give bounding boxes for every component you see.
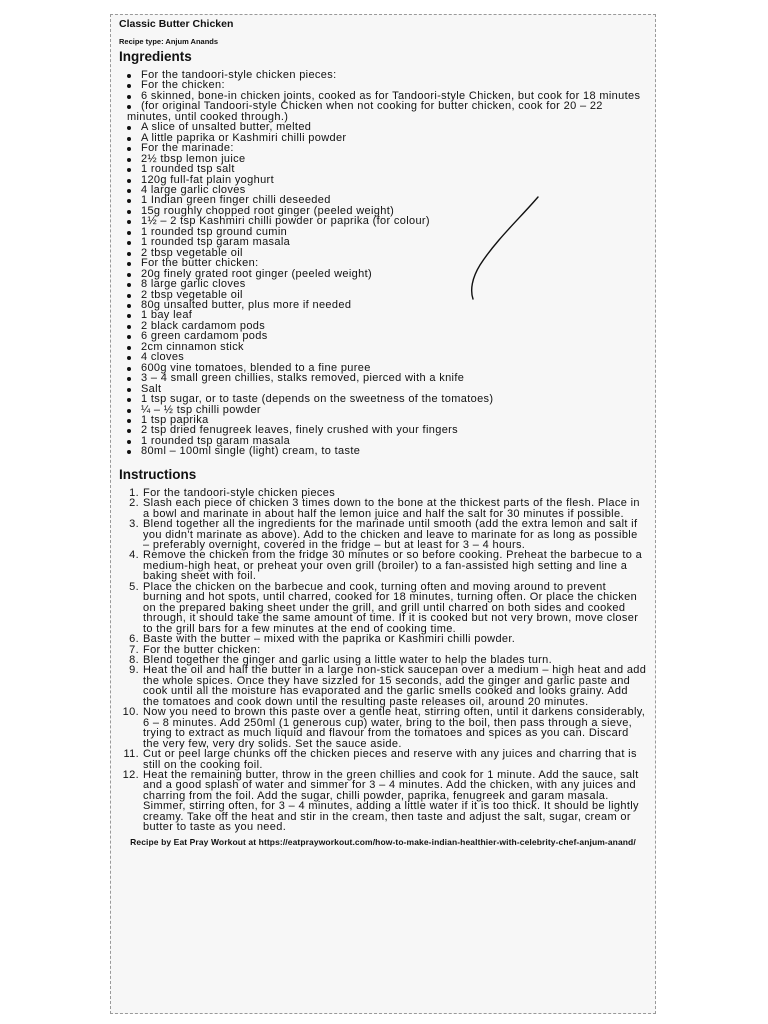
step-number: 11. — [123, 748, 139, 761]
step-number: 5. — [129, 580, 139, 593]
ingredient-item: 1 rounded tsp ground cumin — [119, 227, 647, 237]
ingredient-item: 80g unsalted butter, plus more if needed — [119, 300, 647, 310]
ingredient-item: 6 skinned, bone-in chicken joints, cooked as for Tandoori-style Chicken, but cook for 18 minutes — [119, 91, 647, 101]
ingredient-item: For the tandoori-style chicken pieces: — [119, 70, 647, 80]
instructions-list — [119, 488, 647, 833]
recipe-title: Classic Butter Chicken — [119, 18, 234, 30]
ingredient-item: 1 rounded tsp garam masala — [119, 237, 647, 247]
ingredient-item: 2 tbsp vegetable oil — [119, 290, 647, 300]
ingredient-item: 3 – 4 small green chillies, stalks removed, pierced with a knife — [119, 373, 647, 383]
step-text: Place the chicken on the barbecue and cook, turning often and moving around to prevent burning and hot spots, until charred, cooked for 18 minutes, turning often. Or place the chicken on the prepared baking sheet under the grill, and grill until charred on both sides and cooked through, it should take the same amount of time. If it is cooked but not very brown, move closer to the grill bars for a few minutes at the end of cooking time. — [143, 580, 639, 635]
step-number: 1. — [129, 486, 139, 499]
step-text: For the tandoori-style chicken pieces — [143, 486, 336, 499]
step-text: Blend together all the ingredients for the marinade until smooth (add the extra lemon and salt if you didn't marinate as above). Add to the chicken and leave to marinate for as long as possible – preferably overnight, covered in the fridge – but at least for 3 – 4 hours. — [143, 518, 638, 552]
step-text: Now you need to brown this paste over a gentle heat, stirring often, until it darkens considerably, 6 – 8 minutes. Add 250ml (1 generous cup) water, bring to the boil, then pass through a sieve, trying to extract as much liquid and flavour from the tomatoes and spices as you can. Discard the very few, very dry solids. Set the sauce aside. — [143, 706, 646, 750]
instructions-heading: Instructions — [119, 466, 197, 482]
ingredient-item: 2½ tbsp lemon juice — [119, 154, 647, 164]
instruction-step — [119, 582, 647, 634]
handwritten-pen-mark-icon — [466, 195, 546, 305]
ingredient-item: 2 tbsp vegetable oil — [119, 248, 647, 258]
ingredient-item: 1 Indian green finger chilli deseeded — [119, 195, 647, 205]
step-text: Baste with the butter – mixed with the paprika or Kashmiri chilli powder. — [143, 633, 516, 646]
ingredient-item: 1 tsp paprika — [119, 415, 647, 425]
step-text: Heat the oil and half the butter in a large non-stick saucepan over a medium – high heat and add the whole spices. Once they have sizzled for 15 seconds, add the ginger and garlic paste and cook until all the moisture has evaporated and the garlic smells cooked and looks grainy. Add the tomatoes and cook down until the resulting paste releases oil, around 20 minutes. — [143, 664, 647, 708]
instruction-step — [119, 498, 647, 519]
ingredient-item: Salt — [119, 384, 647, 394]
instruction-step — [119, 550, 647, 581]
step-text: Slash each piece of chicken 3 times down to the bone at the thickest parts of the flesh. Place in a bowl and marinate in about half the lemon juice and half the salt for 30 minutes if possible. — [143, 497, 640, 520]
ingredient-item: 1 rounded tsp garam masala — [119, 436, 647, 446]
instruction-step — [119, 519, 647, 550]
ingredient-item: 4 large garlic cloves — [119, 185, 647, 195]
step-text: Cut or peel large chunks off the chicken pieces and reserve with any juices and charring that is still on the cooking foil. — [143, 748, 637, 771]
ingredient-item: 6 green cardamom pods — [119, 331, 647, 341]
step-number: 3. — [129, 518, 139, 531]
ingredients-list — [119, 70, 647, 457]
ingredient-item: 4 cloves — [119, 352, 647, 362]
ingredient-item: 1 tsp sugar, or to taste (depends on the sweetness of the tomatoes) — [119, 394, 647, 404]
ingredient-item: A slice of unsalted butter, melted — [119, 122, 647, 132]
ingredient-item: 15g roughly chopped root ginger (peeled weight) — [119, 206, 647, 216]
step-number: 12. — [122, 769, 139, 781]
instruction-step — [119, 770, 647, 833]
recipe-type: Recipe type: Anjum Anands — [119, 37, 219, 46]
ingredient-item: 2 black cardamom pods — [119, 321, 647, 331]
ingredients-heading: Ingredients — [119, 49, 192, 64]
step-number: 8. — [129, 654, 139, 667]
ingredient-item: ¼ – ½ tsp chilli powder — [119, 405, 647, 415]
ingredient-item: 2 tsp dried fenugreek leaves, finely crushed with your fingers — [119, 425, 647, 435]
ingredient-item: 8 large garlic cloves — [119, 279, 647, 289]
step-number: 2. — [129, 497, 139, 510]
ingredient-item: 20g finely grated root ginger (peeled weight) — [119, 269, 647, 279]
step-number: 4. — [129, 549, 139, 562]
ingredient-item: 600g vine tomatoes, blended to a fine puree — [119, 363, 647, 373]
instruction-step — [119, 707, 647, 749]
ingredient-item: For the butter chicken: — [119, 258, 647, 268]
ingredient-item: 1 bay leaf — [119, 310, 647, 320]
step-number: 6. — [129, 633, 139, 646]
ingredient-item: For the chicken: — [119, 80, 647, 90]
ingredient-item: 80ml – 100ml single (light) cream, to taste — [119, 446, 647, 456]
step-number: 7. — [129, 643, 139, 656]
instruction-step — [119, 665, 647, 707]
recipe-card — [110, 14, 656, 1014]
ingredient-item: A little paprika or Kashmiri chilli powder — [119, 133, 647, 143]
recipe-footer: Recipe by Eat Pray Workout at https://eatprayworkout.com/how-to-make-indian-healthier-with-celebrity-chef-anjum-anand/ — [130, 836, 636, 847]
step-text: Blend together the ginger and garlic using a little water to help the blades turn. — [143, 654, 553, 667]
step-text: Heat the remaining butter, throw in the green chillies and cook for 1 minute. Add the sauce, salt and a good splash of water and simmer for 3 – 4 minutes. Add the chicken, with any juices and charring from the foil. Add the sugar, chilli powder, paprika, fenugreek and garam masala. Simmer, stirring often, for 3 – 4 minutes, adding a little water if it is too thick. It should be lightly creamy. Take off the heat and stir in the cream, then taste and adjust the salt, sugar, cream or butter to taste as you need. — [143, 769, 639, 834]
ingredient-item: (for original Tandoori-style Chicken when not cooking for butter chicken, cook for 20 – 22 minutes, until cooked through.) — [119, 101, 647, 122]
ingredient-item: For the marinade: — [119, 143, 647, 153]
step-number: 10. — [122, 706, 139, 719]
ingredient-item: 1½ – 2 tsp Kashmiri chilli powder or paprika (for colour) — [119, 216, 647, 226]
ingredient-item: 1 rounded tsp salt — [119, 164, 647, 174]
step-text: Remove the chicken from the fridge 30 minutes or so before cooking. Preheat the barbecue to a medium-high heat, or preheat your oven grill (broiler) to a fan-assisted high setting and line a baking sheet with foil. — [143, 549, 643, 583]
ingredient-item: 2cm cinnamon stick — [119, 342, 647, 352]
ingredient-item: 120g full-fat plain yoghurt — [119, 175, 647, 185]
step-text: For the butter chicken: — [143, 643, 261, 656]
instruction-step — [119, 749, 647, 770]
step-number: 9. — [129, 664, 139, 677]
